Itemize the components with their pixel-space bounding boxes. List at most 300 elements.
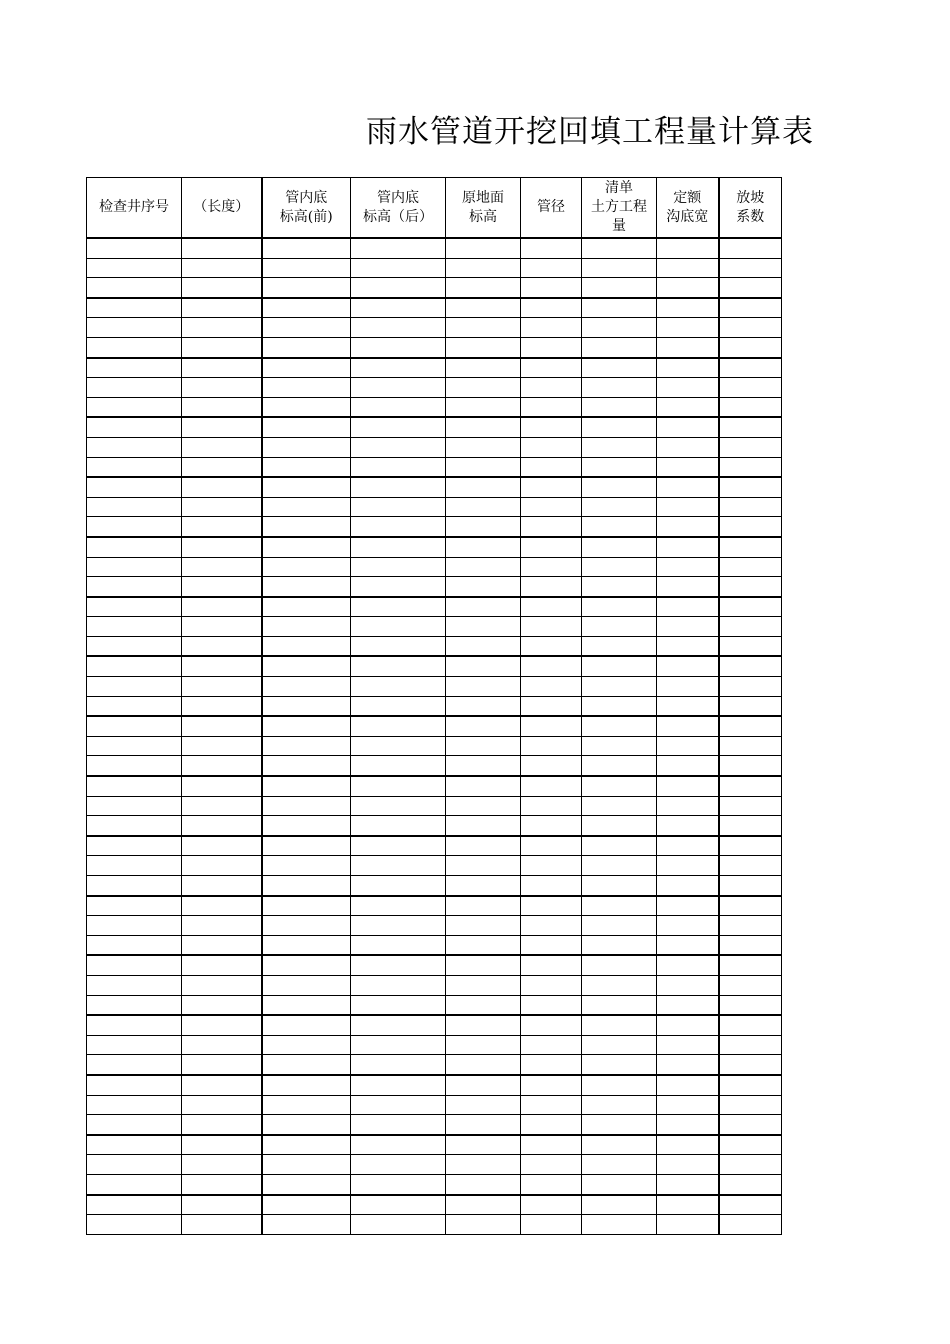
table-cell[interactable] <box>182 856 262 876</box>
table-cell[interactable] <box>719 238 782 258</box>
table-cell[interactable] <box>262 437 351 457</box>
table-cell[interactable] <box>719 1075 782 1095</box>
table-cell[interactable] <box>719 736 782 756</box>
table-cell[interactable] <box>262 656 351 676</box>
table-cell[interactable] <box>719 597 782 617</box>
table-cell[interactable] <box>87 378 182 398</box>
table-cell[interactable] <box>262 916 351 936</box>
table-cell[interactable] <box>351 497 446 517</box>
table-cell[interactable] <box>521 736 582 756</box>
table-cell[interactable] <box>87 955 182 975</box>
table-cell[interactable] <box>446 776 521 796</box>
table-cell[interactable] <box>446 497 521 517</box>
table-cell[interactable] <box>582 955 657 975</box>
table-cell[interactable] <box>657 636 719 656</box>
table-cell[interactable] <box>582 776 657 796</box>
table-cell[interactable] <box>87 577 182 597</box>
table-cell[interactable] <box>719 358 782 378</box>
table-cell[interactable] <box>657 876 719 896</box>
table-cell[interactable] <box>351 1075 446 1095</box>
table-cell[interactable] <box>182 1155 262 1175</box>
table-cell[interactable] <box>521 258 582 278</box>
table-cell[interactable] <box>182 1015 262 1035</box>
table-cell[interactable] <box>262 1155 351 1175</box>
table-cell[interactable] <box>521 378 582 398</box>
table-cell[interactable] <box>262 935 351 955</box>
table-cell[interactable] <box>87 537 182 557</box>
table-cell[interactable] <box>182 417 262 437</box>
table-cell[interactable] <box>446 1015 521 1035</box>
table-cell[interactable] <box>582 1015 657 1035</box>
table-cell[interactable] <box>182 736 262 756</box>
table-cell[interactable] <box>719 1095 782 1115</box>
table-cell[interactable] <box>446 477 521 497</box>
table-cell[interactable] <box>182 617 262 637</box>
table-cell[interactable] <box>446 636 521 656</box>
table-cell[interactable] <box>446 358 521 378</box>
table-cell[interactable] <box>87 298 182 318</box>
table-cell[interactable] <box>351 696 446 716</box>
table-cell[interactable] <box>351 258 446 278</box>
table-cell[interactable] <box>87 1115 182 1135</box>
table-cell[interactable] <box>521 1174 582 1194</box>
table-cell[interactable] <box>446 796 521 816</box>
table-cell[interactable] <box>657 557 719 577</box>
table-cell[interactable] <box>521 955 582 975</box>
table-cell[interactable] <box>87 238 182 258</box>
table-cell[interactable] <box>657 1095 719 1115</box>
table-cell[interactable] <box>87 318 182 338</box>
table-cell[interactable] <box>87 457 182 477</box>
table-cell[interactable] <box>351 557 446 577</box>
table-cell[interactable] <box>87 856 182 876</box>
table-cell[interactable] <box>182 656 262 676</box>
table-cell[interactable] <box>719 896 782 916</box>
table-cell[interactable] <box>521 716 582 736</box>
table-cell[interactable] <box>582 796 657 816</box>
table-cell[interactable] <box>582 358 657 378</box>
table-cell[interactable] <box>351 776 446 796</box>
table-cell[interactable] <box>657 995 719 1015</box>
table-cell[interactable] <box>657 1174 719 1194</box>
table-cell[interactable] <box>351 1215 446 1235</box>
table-cell[interactable] <box>182 1195 262 1215</box>
table-cell[interactable] <box>87 1135 182 1155</box>
table-cell[interactable] <box>582 537 657 557</box>
table-cell[interactable] <box>182 955 262 975</box>
table-cell[interactable] <box>182 1115 262 1135</box>
table-cell[interactable] <box>87 656 182 676</box>
table-cell[interactable] <box>657 776 719 796</box>
table-cell[interactable] <box>262 537 351 557</box>
table-cell[interactable] <box>657 1155 719 1175</box>
table-cell[interactable] <box>657 298 719 318</box>
table-cell[interactable] <box>351 1055 446 1075</box>
table-cell[interactable] <box>719 557 782 577</box>
table-cell[interactable] <box>182 597 262 617</box>
table-cell[interactable] <box>446 995 521 1015</box>
table-cell[interactable] <box>87 836 182 856</box>
table-cell[interactable] <box>582 278 657 298</box>
table-cell[interactable] <box>719 278 782 298</box>
table-cell[interactable] <box>262 1215 351 1235</box>
table-cell[interactable] <box>351 876 446 896</box>
table-cell[interactable] <box>262 856 351 876</box>
table-cell[interactable] <box>351 437 446 457</box>
table-cell[interactable] <box>87 358 182 378</box>
table-cell[interactable] <box>582 995 657 1015</box>
table-cell[interactable] <box>87 337 182 357</box>
table-cell[interactable] <box>262 318 351 338</box>
table-cell[interactable] <box>582 1055 657 1075</box>
table-cell[interactable] <box>582 1135 657 1155</box>
table-cell[interactable] <box>657 1215 719 1235</box>
table-cell[interactable] <box>262 756 351 776</box>
table-cell[interactable] <box>446 1035 521 1055</box>
table-cell[interactable] <box>657 1195 719 1215</box>
table-cell[interactable] <box>182 337 262 357</box>
table-cell[interactable] <box>446 337 521 357</box>
table-cell[interactable] <box>521 995 582 1015</box>
table-cell[interactable] <box>446 756 521 776</box>
table-cell[interactable] <box>182 876 262 896</box>
table-cell[interactable] <box>446 577 521 597</box>
table-cell[interactable] <box>182 318 262 338</box>
table-cell[interactable] <box>521 975 582 995</box>
table-cell[interactable] <box>446 656 521 676</box>
table-cell[interactable] <box>657 278 719 298</box>
table-cell[interactable] <box>262 397 351 417</box>
table-cell[interactable] <box>657 397 719 417</box>
table-cell[interactable] <box>351 916 446 936</box>
table-cell[interactable] <box>351 358 446 378</box>
table-cell[interactable] <box>521 1195 582 1215</box>
table-cell[interactable] <box>351 995 446 1015</box>
table-cell[interactable] <box>351 1015 446 1035</box>
table-cell[interactable] <box>582 337 657 357</box>
table-cell[interactable] <box>446 955 521 975</box>
table-cell[interactable] <box>657 816 719 836</box>
table-cell[interactable] <box>582 477 657 497</box>
table-cell[interactable] <box>719 477 782 497</box>
table-cell[interactable] <box>719 457 782 477</box>
table-cell[interactable] <box>262 716 351 736</box>
table-cell[interactable] <box>182 916 262 936</box>
table-cell[interactable] <box>87 816 182 836</box>
table-cell[interactable] <box>182 816 262 836</box>
table-cell[interactable] <box>262 358 351 378</box>
table-cell[interactable] <box>521 238 582 258</box>
table-cell[interactable] <box>719 1015 782 1035</box>
table-cell[interactable] <box>351 656 446 676</box>
table-cell[interactable] <box>182 1174 262 1194</box>
table-cell[interactable] <box>262 1095 351 1115</box>
table-cell[interactable] <box>657 935 719 955</box>
table-cell[interactable] <box>446 1115 521 1135</box>
table-cell[interactable] <box>87 975 182 995</box>
table-cell[interactable] <box>351 677 446 697</box>
table-cell[interactable] <box>521 1095 582 1115</box>
table-cell[interactable] <box>521 278 582 298</box>
table-cell[interactable] <box>657 896 719 916</box>
table-cell[interactable] <box>351 238 446 258</box>
table-cell[interactable] <box>582 696 657 716</box>
table-cell[interactable] <box>87 716 182 736</box>
table-cell[interactable] <box>262 975 351 995</box>
table-cell[interactable] <box>262 796 351 816</box>
table-cell[interactable] <box>521 696 582 716</box>
table-cell[interactable] <box>262 636 351 656</box>
table-cell[interactable] <box>262 238 351 258</box>
table-cell[interactable] <box>719 517 782 537</box>
table-cell[interactable] <box>446 437 521 457</box>
table-cell[interactable] <box>87 617 182 637</box>
table-cell[interactable] <box>582 736 657 756</box>
table-cell[interactable] <box>719 776 782 796</box>
table-cell[interactable] <box>87 995 182 1015</box>
table-cell[interactable] <box>657 677 719 697</box>
table-cell[interactable] <box>719 995 782 1015</box>
table-cell[interactable] <box>87 1195 182 1215</box>
table-cell[interactable] <box>262 736 351 756</box>
table-cell[interactable] <box>262 557 351 577</box>
table-cell[interactable] <box>719 1195 782 1215</box>
table-cell[interactable] <box>719 955 782 975</box>
table-cell[interactable] <box>521 756 582 776</box>
table-cell[interactable] <box>657 656 719 676</box>
table-cell[interactable] <box>521 1075 582 1095</box>
table-cell[interactable] <box>446 1195 521 1215</box>
table-cell[interactable] <box>262 1015 351 1035</box>
table-cell[interactable] <box>351 378 446 398</box>
table-cell[interactable] <box>582 1035 657 1055</box>
table-cell[interactable] <box>182 796 262 816</box>
table-cell[interactable] <box>521 1015 582 1035</box>
table-cell[interactable] <box>521 1135 582 1155</box>
table-cell[interactable] <box>657 238 719 258</box>
table-cell[interactable] <box>351 517 446 537</box>
table-cell[interactable] <box>446 617 521 637</box>
table-cell[interactable] <box>521 417 582 437</box>
table-cell[interactable] <box>262 298 351 318</box>
table-cell[interactable] <box>446 1155 521 1175</box>
table-cell[interactable] <box>182 397 262 417</box>
table-cell[interactable] <box>657 856 719 876</box>
table-cell[interactable] <box>521 298 582 318</box>
table-cell[interactable] <box>521 1115 582 1135</box>
table-cell[interactable] <box>87 258 182 278</box>
table-cell[interactable] <box>351 1095 446 1115</box>
table-cell[interactable] <box>351 1155 446 1175</box>
table-cell[interactable] <box>582 656 657 676</box>
table-cell[interactable] <box>262 1035 351 1055</box>
table-cell[interactable] <box>582 497 657 517</box>
table-cell[interactable] <box>351 477 446 497</box>
table-cell[interactable] <box>87 636 182 656</box>
table-cell[interactable] <box>657 457 719 477</box>
table-cell[interactable] <box>719 916 782 936</box>
table-cell[interactable] <box>719 796 782 816</box>
table-cell[interactable] <box>446 876 521 896</box>
table-cell[interactable] <box>262 577 351 597</box>
table-cell[interactable] <box>87 696 182 716</box>
table-cell[interactable] <box>87 1015 182 1035</box>
table-cell[interactable] <box>182 935 262 955</box>
table-cell[interactable] <box>182 358 262 378</box>
table-cell[interactable] <box>351 816 446 836</box>
table-cell[interactable] <box>657 796 719 816</box>
table-cell[interactable] <box>446 238 521 258</box>
table-cell[interactable] <box>262 1055 351 1075</box>
table-cell[interactable] <box>521 677 582 697</box>
table-cell[interactable] <box>262 896 351 916</box>
table-cell[interactable] <box>446 1135 521 1155</box>
table-cell[interactable] <box>87 397 182 417</box>
table-cell[interactable] <box>719 656 782 676</box>
table-cell[interactable] <box>719 756 782 776</box>
table-cell[interactable] <box>446 597 521 617</box>
table-cell[interactable] <box>182 995 262 1015</box>
table-cell[interactable] <box>582 437 657 457</box>
table-cell[interactable] <box>182 557 262 577</box>
table-cell[interactable] <box>182 836 262 856</box>
table-cell[interactable] <box>657 1035 719 1055</box>
table-cell[interactable] <box>582 975 657 995</box>
table-cell[interactable] <box>182 696 262 716</box>
table-cell[interactable] <box>719 378 782 398</box>
table-cell[interactable] <box>582 318 657 338</box>
table-cell[interactable] <box>719 397 782 417</box>
table-cell[interactable] <box>657 597 719 617</box>
table-cell[interactable] <box>446 517 521 537</box>
table-cell[interactable] <box>521 896 582 916</box>
table-cell[interactable] <box>446 1174 521 1194</box>
table-cell[interactable] <box>351 1174 446 1194</box>
table-cell[interactable] <box>87 437 182 457</box>
table-cell[interactable] <box>351 935 446 955</box>
table-cell[interactable] <box>446 278 521 298</box>
table-cell[interactable] <box>719 337 782 357</box>
table-cell[interactable] <box>657 617 719 637</box>
table-cell[interactable] <box>657 836 719 856</box>
table-cell[interactable] <box>657 716 719 736</box>
table-cell[interactable] <box>719 1055 782 1075</box>
table-cell[interactable] <box>351 577 446 597</box>
table-cell[interactable] <box>446 298 521 318</box>
table-cell[interactable] <box>351 617 446 637</box>
table-cell[interactable] <box>719 677 782 697</box>
table-cell[interactable] <box>446 1075 521 1095</box>
table-cell[interactable] <box>582 816 657 836</box>
table-cell[interactable] <box>719 975 782 995</box>
table-cell[interactable] <box>582 617 657 637</box>
table-cell[interactable] <box>582 517 657 537</box>
table-cell[interactable] <box>262 417 351 437</box>
table-cell[interactable] <box>521 617 582 637</box>
table-cell[interactable] <box>657 337 719 357</box>
table-cell[interactable] <box>182 537 262 557</box>
table-cell[interactable] <box>262 995 351 1015</box>
table-cell[interactable] <box>351 836 446 856</box>
table-cell[interactable] <box>87 417 182 437</box>
table-cell[interactable] <box>582 1215 657 1235</box>
table-cell[interactable] <box>582 557 657 577</box>
table-cell[interactable] <box>657 577 719 597</box>
table-cell[interactable] <box>87 876 182 896</box>
table-cell[interactable] <box>87 796 182 816</box>
table-cell[interactable] <box>521 577 582 597</box>
table-cell[interactable] <box>351 397 446 417</box>
table-cell[interactable] <box>521 656 582 676</box>
table-cell[interactable] <box>521 517 582 537</box>
table-cell[interactable] <box>657 1135 719 1155</box>
table-cell[interactable] <box>582 417 657 437</box>
table-cell[interactable] <box>521 856 582 876</box>
table-cell[interactable] <box>657 477 719 497</box>
table-cell[interactable] <box>262 477 351 497</box>
table-cell[interactable] <box>446 378 521 398</box>
table-cell[interactable] <box>657 437 719 457</box>
table-cell[interactable] <box>582 856 657 876</box>
table-cell[interactable] <box>719 537 782 557</box>
table-cell[interactable] <box>351 298 446 318</box>
table-cell[interactable] <box>521 935 582 955</box>
table-cell[interactable] <box>351 1115 446 1135</box>
table-cell[interactable] <box>446 457 521 477</box>
table-cell[interactable] <box>182 1055 262 1075</box>
table-cell[interactable] <box>446 736 521 756</box>
table-cell[interactable] <box>719 1155 782 1175</box>
table-cell[interactable] <box>521 557 582 577</box>
table-cell[interactable] <box>521 796 582 816</box>
table-cell[interactable] <box>351 597 446 617</box>
table-cell[interactable] <box>87 776 182 796</box>
table-cell[interactable] <box>87 756 182 776</box>
table-cell[interactable] <box>582 457 657 477</box>
table-cell[interactable] <box>87 1075 182 1095</box>
table-cell[interactable] <box>657 497 719 517</box>
table-cell[interactable] <box>182 1135 262 1155</box>
table-cell[interactable] <box>87 1215 182 1235</box>
table-cell[interactable] <box>657 258 719 278</box>
table-cell[interactable] <box>657 1075 719 1095</box>
table-cell[interactable] <box>719 636 782 656</box>
table-cell[interactable] <box>657 756 719 776</box>
table-cell[interactable] <box>182 975 262 995</box>
table-cell[interactable] <box>521 437 582 457</box>
table-cell[interactable] <box>657 537 719 557</box>
table-cell[interactable] <box>582 577 657 597</box>
table-cell[interactable] <box>351 756 446 776</box>
table-cell[interactable] <box>262 258 351 278</box>
table-cell[interactable] <box>262 278 351 298</box>
table-cell[interactable] <box>182 497 262 517</box>
table-cell[interactable] <box>657 916 719 936</box>
table-cell[interactable] <box>446 816 521 836</box>
table-cell[interactable] <box>182 1075 262 1095</box>
table-cell[interactable] <box>582 1095 657 1115</box>
table-cell[interactable] <box>182 278 262 298</box>
table-cell[interactable] <box>657 517 719 537</box>
table-cell[interactable] <box>719 1215 782 1235</box>
table-cell[interactable] <box>182 577 262 597</box>
table-cell[interactable] <box>582 298 657 318</box>
table-cell[interactable] <box>262 337 351 357</box>
table-cell[interactable] <box>262 955 351 975</box>
table-cell[interactable] <box>521 318 582 338</box>
table-cell[interactable] <box>87 916 182 936</box>
table-cell[interactable] <box>351 716 446 736</box>
